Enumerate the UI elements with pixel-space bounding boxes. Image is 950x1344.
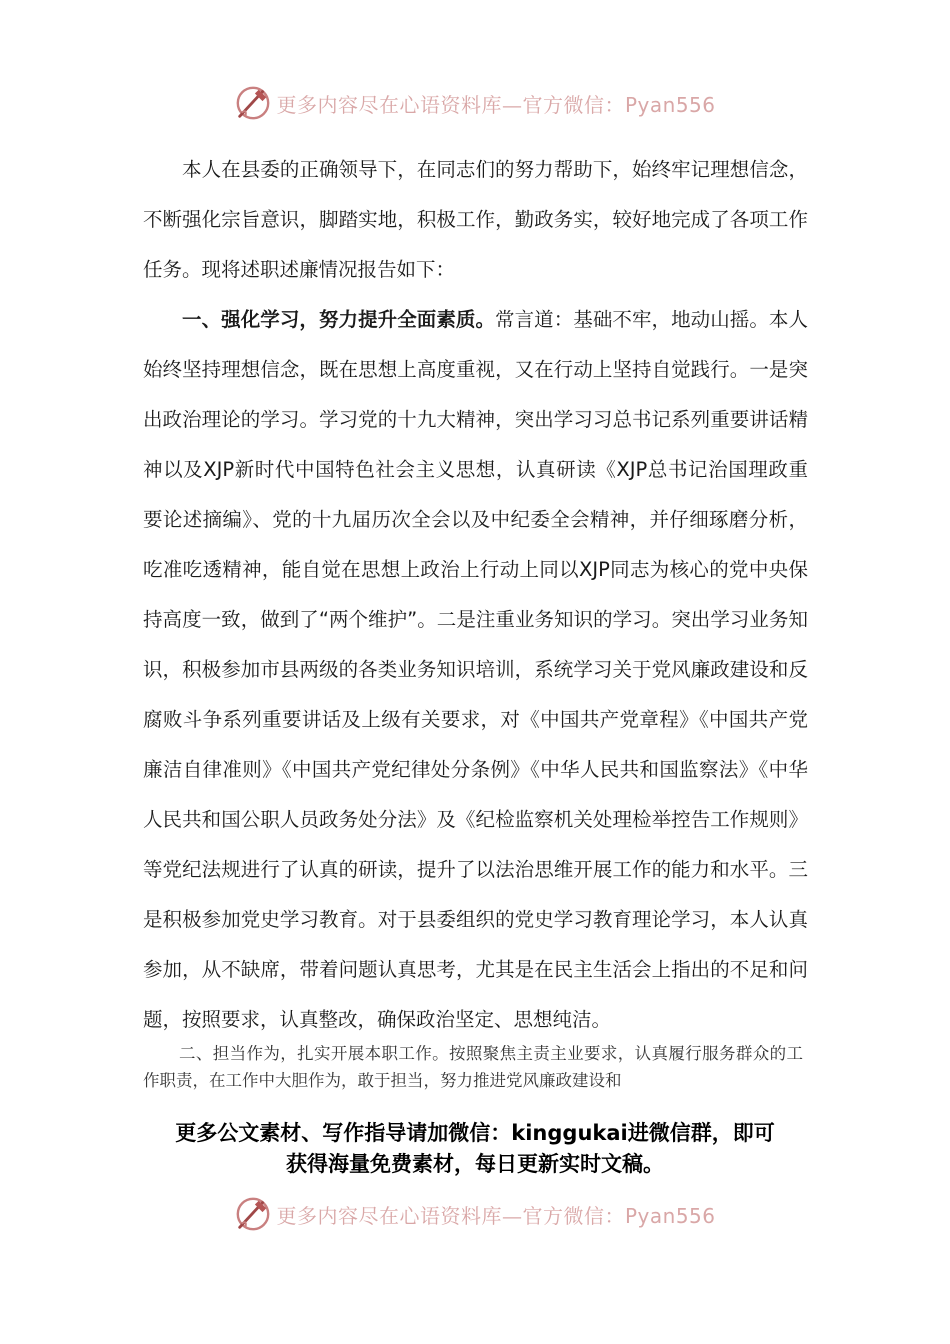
section-2-paragraph: 二、担当作为，扎实开展本职工作。按照聚焦主责主业要求，认真履行服务群众的工作职责，在工作中大胆作为，敢于担当，努力推进党风廉政建设和 [143,1044,803,1090]
pen-logo-icon [234,84,272,122]
intro-paragraph: 本人在县委的正确领导下，在同志们的努力帮助下，始终牢记理想信念，不断强化宗旨意识，脚踏实地，积极工作，勤政务实，较好地完成了各项工作任务。现将述职述廉情况报告如下： [143,158,808,281]
section-1-paragraph [143,295,808,1045]
watermark-wechat-id: Pyan556 [624,1203,716,1228]
watermark-text: 更多内容尽在心语资料库—官方微信：Pyan556 [276,1203,716,1228]
watermark-text: 更多内容尽在心语资料库—官方微信：Pyan556 [276,92,716,117]
promo-line-1: 更多公文素材、写作指导请加微信：kinggukai进微信群，即可 [175,1121,775,1145]
section-1-text: 常言道：基础不牢，地动山摇。本人始终坚持理想信念，既在思想上高度重视，又在行动上坚持自觉践行。一是突出政治理论的学习。学习党的十九大精神，突出学习习总书记系列重要讲话精神以及XJP新时代中国特色社会主义思想，认真研读《XJP总书记治国理政重要论述摘编》、党的十九届历次全会以及中纪委全会精神，并仔细琢磨分析，吃准吃透精神，能自觉在思想上政治上行动上同以XJP同志为核心的党中央保持高度一致，做到了“两个维护”。二是注重业务知识的学习。突出学习业务知识，积极参加市县两级的各类业务知识培训，系统学习关于党风廉政建设和反腐败斗争系列重要讲话及上级有关要求，对《中国共产党章程》《中国共产党廉洁自律准则》《中国共产党纪律处分条例》《中华人民共和国监察法》《中华人民共和国公职人员政务处分法》及《纪检监察机关处理检举控告工作规则》等党纪法规进行了认真的研读，提升了以法治思维开展工作的能力和水平。三是积极参加党史学习教育。对于县委组织的党史学习教育理论学习，本人认真参加，从不缺席，带着问题认真思考，尤其是在民主生活会上指出的不足和问题，按照要求，认真整改，确保政治坚定、思想纯洁。 [143,308,808,1031]
watermark-wechat-id: Pyan556 [624,92,716,117]
document-body [143,145,808,1045]
watermark-header [0,83,950,123]
promo-line-2: 获得海量免费素材，每日更新实时文稿。 [286,1152,664,1176]
section-1-heading: 一、强化学习，努力提升全面素质。 [182,308,496,331]
pen-logo-icon [234,1195,272,1233]
watermark-footer [0,1194,950,1234]
promo-banner [140,1118,810,1180]
